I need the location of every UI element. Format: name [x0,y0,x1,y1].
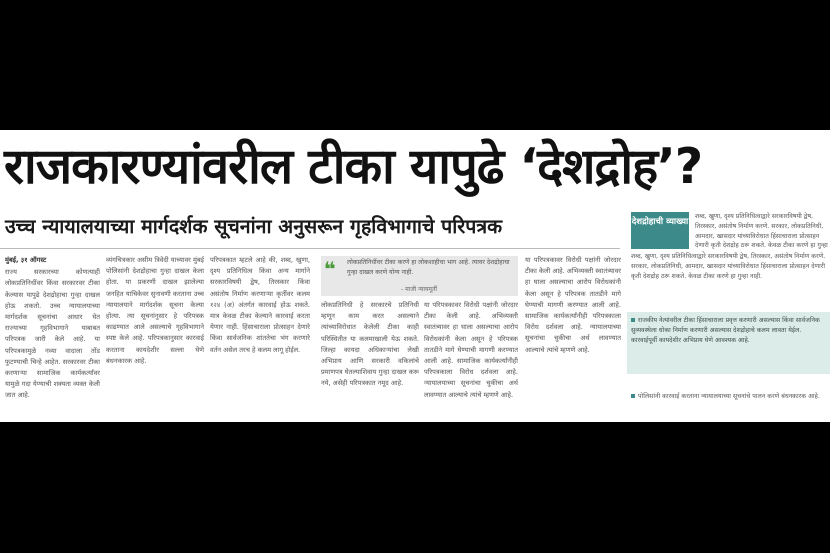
column-text: राज्य सरकारच्या कोणत्याही लोकप्रतिनिधींवर किंवा सरकारवर टीका केल्यास यापुढे देशद्रोहाचा गुन्हा दाखल होऊ शकतो. उच्च न्यायालयाच्या मार्गदर्शक सूचनांचा आधार घेत राज्याच्या गृहविभागाने याबाबत परिपत्रक जारी केले आहे. या परिपत्रकामुळे नव्या वादाला तोंड फुटण्याची चिन्हे आहेत. सरकारवर टीका करणाऱ्या सामाजिक कार्यकर्त्यांवर यामुळे गदा येण्याची शक्यता व्यक्त केली जात आहे. [5,268,100,400]
sidebar-box [627,206,830,422]
bullet-icon [631,318,635,322]
sidebar-intro-top: शब्द, खुणा, दृश्य प्रतिनिधित्वाद्वारे सरकारविषयी द्वेष, तिरस्कार, असंतोष निर्माण करणे. सरकार, लोकप्रतिनिधी, आमदार, खासदार यांच्याविरोधात हिंसाचाराला प्रोत्साहन देणारी कृती देशद्रोह ठरू शकते. केवळ टीका करणे हा गुन्हा [695,213,828,250]
article-column-6 [525,255,621,417]
sidebar-footer-text: पोलिसांनी कारवाई करताना न्यायालयाच्या सूचनांचे पालन करणे बंधनकारक आहे. [638,393,820,400]
newspaper-clipping [0,130,830,422]
sidebar-tag: देशद्रोहाची व्याख्या [631,212,689,249]
dateline: मुंबई, ३१ ऑगस्ट [5,256,47,264]
article-column-2 [106,255,204,417]
sidebar-intro: शब्द, खुणा, दृश्य प्रतिनिधित्वाद्वारे सरकारविषयी द्वेष, तिरस्कार, असंतोष निर्माण करणे. सरकार, लोकप्रतिनिधी, आमदार, खासदार यांच्याविरोधात हिंसाचाराला प्रोत्साहन देणारी कृती देशद्रोह ठरू शकते. केवळ टीका करणे हा गुन्हा नाही. [631,253,826,280]
sidebar-highlight [631,316,828,372]
quote-icon: ❝ [324,257,336,281]
column-text: या परिपत्रकावर विरोधी पक्षांनी जोरदार टीका केली आहे. अभिव्यक्ती स्वातंत्र्यावर हा घाला असल्याचा आरोप विरोधकांनी केला असून हे परिपत्रक तातडीने मागे घेण्याची मागणी करण्यात आली आहे. सामाजिक कार्यकर्त्यांनीही परिपत्रकाला विरोध दर्शवला आहे. न्यायालयाच्या सूचनांचा चुकीचा अर्थ लावण्यात आल्याचे त्यांचे म्हणणे आहे. [525,256,621,354]
sidebar-highlight-text: राजकीय नेत्यांवरील टीका हिंसाचाराला प्रवृत्त करणारी असल्यास किंवा सार्वजनिक सुव्यवस्थेला धोका निर्माण करणारी असल्यास देशद्रोहाचे कलम लावता येईल. कारवाईपूर्वी कायदेशीर अभिप्राय घेणे आवश्यक आहे. [631,317,820,344]
headline: राजकारण्यांवरील टीका यापुढे ‘देशद्रोह’? [4,138,703,195]
article-column-1 [5,255,100,417]
article-column-4 [321,300,419,417]
article-column-3 [210,255,310,417]
subheadline: उच्च न्यायालयाच्या मार्गदर्शक सूचनांना अनुसरून गृहविभागाचे परिपत्रक [5,215,503,238]
article-column-5 [424,300,518,417]
quote-author: - माजी न्यायमूर्ती [401,285,437,293]
sidebar-footer [631,392,828,412]
column-text: व्यंगचित्रकार असीम त्रिवेदी याच्यावर मुंबई पोलिसांनी देशद्रोहाचा गुन्हा दाखल केला होता. या प्रकरणी दाखल झालेल्या जनहित याचिकेवर सुनावणी करताना उच्च न्यायालयाने मार्गदर्शक सूचना केल्या होत्या. त्या सूचनांनुसार हे परिपत्रक काढण्यात आले असल्याचे गृहविभागाने स्पष्ट केले आहे. परिपत्रकानुसार कारवाई करताना कायदेशीर सल्ला घेणे बंधनकारक आहे. [106,256,204,365]
column-text: लोकप्रतिनिधी हे सरकारचे प्रतिनिधी म्हणून काम करत असल्याने त्यांच्याविरोधात केलेली टीका काही परिस्थितीत या कलमाखाली येऊ शकते. जिल्हा कायदा अधिकाऱ्यांचा लेखी अभिप्राय आणि सरकारी वकिलांचे प्रमाणपत्र घेतल्याशिवाय गुन्हा दाखल करू नये, असेही परिपत्रकात नमूद आहे. [321,301,419,388]
pull-quote [321,256,518,296]
divider [0,248,620,249]
bullet-icon [631,394,635,398]
column-text: परिपत्रकात म्हटले आहे की, शब्द, खुणा, दृश्य प्रतिनिधित्व किंवा अन्य मार्गाने सरकारविषयी द्वेष, तिरस्कार किंवा असंतोष निर्माण करणाऱ्या कृतींवर कलम १२४ (अ) अंतर्गत कारवाई होऊ शकते. मात्र केवळ टीका केल्याने कारवाई करता येणार नाही. हिंसाचाराला प्रोत्साहन देणारे किंवा सार्वजनिक शांततेचा भंग करणारे वर्तन असेल तरच हे कलम लागू होईल. [210,256,310,354]
column-text: या परिपत्रकावर विरोधी पक्षांनी जोरदार टीका केली आहे. अभिव्यक्ती स्वातंत्र्यावर हा घाला असल्याचा आरोप विरोधकांनी केला असून हे परिपत्रक तातडीने मागे घेण्याची मागणी करण्यात आली आहे. सामाजिक कार्यकर्त्यांनीही परिपत्रकाला विरोध दर्शवला आहे. न्यायालयाच्या सूचनांचा चुकीचा अर्थ लावण्यात आल्याचे त्यांचे म्हणणे आहे. [424,301,518,399]
quote-text: लोकप्रतिनिधींवर टीका करणे हा लोकशाहीचा भाग आहे. त्यावर देशद्रोहाचा गुन्हा दाखल करणे योग्य नाही. [347,259,510,276]
